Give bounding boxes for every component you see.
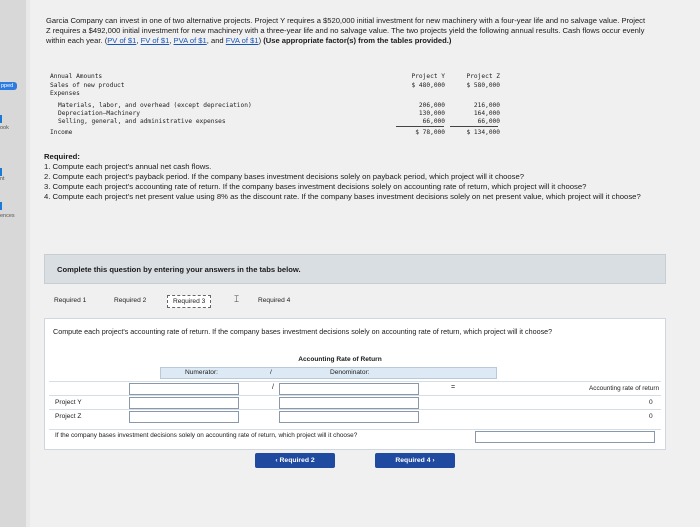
value-z: $ 580,000 bbox=[466, 82, 500, 89]
text-cursor-icon: 𝙸 bbox=[233, 294, 241, 305]
arr-result-z: 0 bbox=[649, 413, 653, 420]
table-row bbox=[50, 110, 500, 118]
problem-text: Garcia Company can invest in one of two alternative projects. Project Y requires a $520,000 initial investment for new machinery with a four-year life and no salvage value. Project Z requires a $492,000 initial investment for new machinery with a three-year life and no salvage value. The two projects yield the following annual results. Cash flows occur evenly within each year. bbox=[46, 16, 646, 46]
row-label: Expenses bbox=[50, 90, 80, 97]
value-y: $ 480,000 bbox=[411, 82, 445, 89]
problem-statement: Garcia Company can invest in one of two alternative projects. Project Y requires a $520,000 initial investment for new machinery with a four-year life and no salvage value. Project Z requires a $492,000 initial investment for new machinery with a three-year life and no salvage value. The two projects yield the following annual results. Cash flows occur evenly within each year. (PV of $1, FV of $1, PVA of $1, and FVA of $1) (Use appropriate factor(s) from the tables provided.) bbox=[46, 16, 646, 46]
required-item: 3. Compute each project's accounting rate of return. If the company bases investment decisions solely on accounting rate of return, which project will it choose? bbox=[44, 181, 587, 191]
row-label: Income bbox=[50, 129, 73, 136]
instruction-text: Complete this question by entering your answers in the tabs below. bbox=[57, 265, 301, 274]
rail-item-label: ook bbox=[0, 125, 9, 131]
tab-required-2[interactable]: Required 2 bbox=[114, 297, 147, 304]
print-icon bbox=[0, 168, 6, 176]
references-icon bbox=[0, 202, 6, 210]
tab-required-4[interactable]: Required 4 bbox=[258, 297, 291, 304]
question-page bbox=[30, 0, 700, 527]
table-row bbox=[50, 90, 500, 98]
choice-question: If the company bases investment decisions solely on accounting rate of return, which project will it choose? bbox=[55, 432, 358, 439]
rail-item-label: pped bbox=[0, 82, 17, 90]
header-numerator-cell[interactable] bbox=[129, 383, 239, 395]
choice-row bbox=[49, 429, 661, 443]
prev-required-button[interactable]: ‹ Required 2 bbox=[255, 453, 335, 468]
divide-symbol: / bbox=[272, 384, 274, 391]
row-label: Selling, general, and administrative expenses bbox=[58, 118, 226, 125]
header-project-y: Project Y bbox=[411, 73, 445, 80]
value-z: $ 134,000 bbox=[466, 129, 500, 136]
left-rail bbox=[0, 0, 26, 527]
task-prompt: Compute each project's accounting rate of return. If the company bases investment decisions solely on accounting rate of return, which project will it choose? bbox=[53, 327, 553, 336]
row-label: Annual Amounts bbox=[50, 73, 103, 80]
table-row bbox=[50, 129, 500, 137]
table-row bbox=[50, 102, 500, 110]
arr-table-title: Accounting Rate of Return bbox=[298, 356, 382, 363]
value-y: 206,000 bbox=[418, 102, 445, 109]
value-y: 130,000 bbox=[418, 110, 445, 117]
row-label: Materials, labor, and overhead (except depreciation) bbox=[58, 102, 252, 109]
next-required-button[interactable]: Required 4 › bbox=[375, 453, 455, 468]
header-project-z: Project Z bbox=[466, 73, 500, 80]
value-y: 66,000 bbox=[422, 118, 445, 125]
tab-required-3[interactable]: Required 3 bbox=[167, 295, 211, 308]
link-and: and bbox=[210, 36, 224, 46]
tab-required-1[interactable]: Required 1 bbox=[54, 297, 87, 304]
arr-row-project-z bbox=[49, 409, 661, 423]
instruction-bar bbox=[44, 254, 666, 284]
rail-item-label: nt bbox=[0, 176, 5, 182]
required-item: 2. Compute each project's payback period. If the company bases investment decisions solely on payback period, which project will it choose? bbox=[44, 171, 525, 181]
header-denominator-cell[interactable] bbox=[279, 383, 419, 395]
fva-table-link[interactable]: FVA of $1 bbox=[225, 36, 259, 46]
book-icon bbox=[0, 115, 6, 123]
subtotal-rule bbox=[450, 126, 498, 127]
tab-bar bbox=[44, 294, 666, 314]
row-label: Project Y bbox=[55, 399, 82, 406]
required-item: 1. Compute each project's annual net cash flows. bbox=[44, 161, 212, 171]
value-z: 66,000 bbox=[477, 118, 500, 125]
table-row bbox=[50, 73, 500, 81]
numerator-input-y[interactable] bbox=[129, 397, 239, 409]
rail-item-label: ences bbox=[0, 213, 15, 219]
fv-table-link[interactable]: FV of $1 bbox=[140, 36, 170, 46]
required-item: 4. Compute each project's net present value using 8% as the discount rate. If the company bases investment decisions solely on net present value, which project will it choose? bbox=[44, 191, 641, 201]
value-y: $ 78,000 bbox=[415, 129, 445, 136]
pv-table-link[interactable]: PV of $1 bbox=[107, 36, 137, 46]
required-section bbox=[44, 152, 644, 202]
required-heading: Required: bbox=[44, 152, 80, 161]
denominator-header: Denominator: bbox=[330, 369, 370, 376]
value-z: 216,000 bbox=[473, 102, 500, 109]
pva-table-link[interactable]: PVA of $1 bbox=[173, 36, 207, 46]
denominator-input-z[interactable] bbox=[279, 411, 419, 423]
row-label: Project Z bbox=[55, 413, 82, 420]
divide-symbol: / bbox=[270, 369, 272, 376]
project-choice-input[interactable] bbox=[475, 431, 655, 443]
equals-symbol: = bbox=[451, 384, 456, 391]
row-label: Sales of new product bbox=[50, 82, 125, 89]
table-row bbox=[50, 82, 500, 90]
task-panel bbox=[44, 318, 666, 450]
row-label: Depreciation—Machinery bbox=[58, 110, 140, 117]
table-row bbox=[50, 118, 500, 126]
problem-instruction: (Use appropriate factor(s) from the tables provided.) bbox=[263, 36, 452, 46]
arr-row-project-y bbox=[49, 395, 661, 409]
result-header: Accounting rate of return bbox=[589, 385, 659, 392]
subtotal-rule bbox=[396, 126, 444, 127]
numerator-header: Numerator: bbox=[185, 369, 218, 376]
numerator-input-z[interactable] bbox=[129, 411, 239, 423]
value-z: 164,000 bbox=[473, 110, 500, 117]
arr-header-row bbox=[49, 381, 661, 395]
denominator-input-y[interactable] bbox=[279, 397, 419, 409]
arr-result-y: 0 bbox=[649, 399, 653, 406]
